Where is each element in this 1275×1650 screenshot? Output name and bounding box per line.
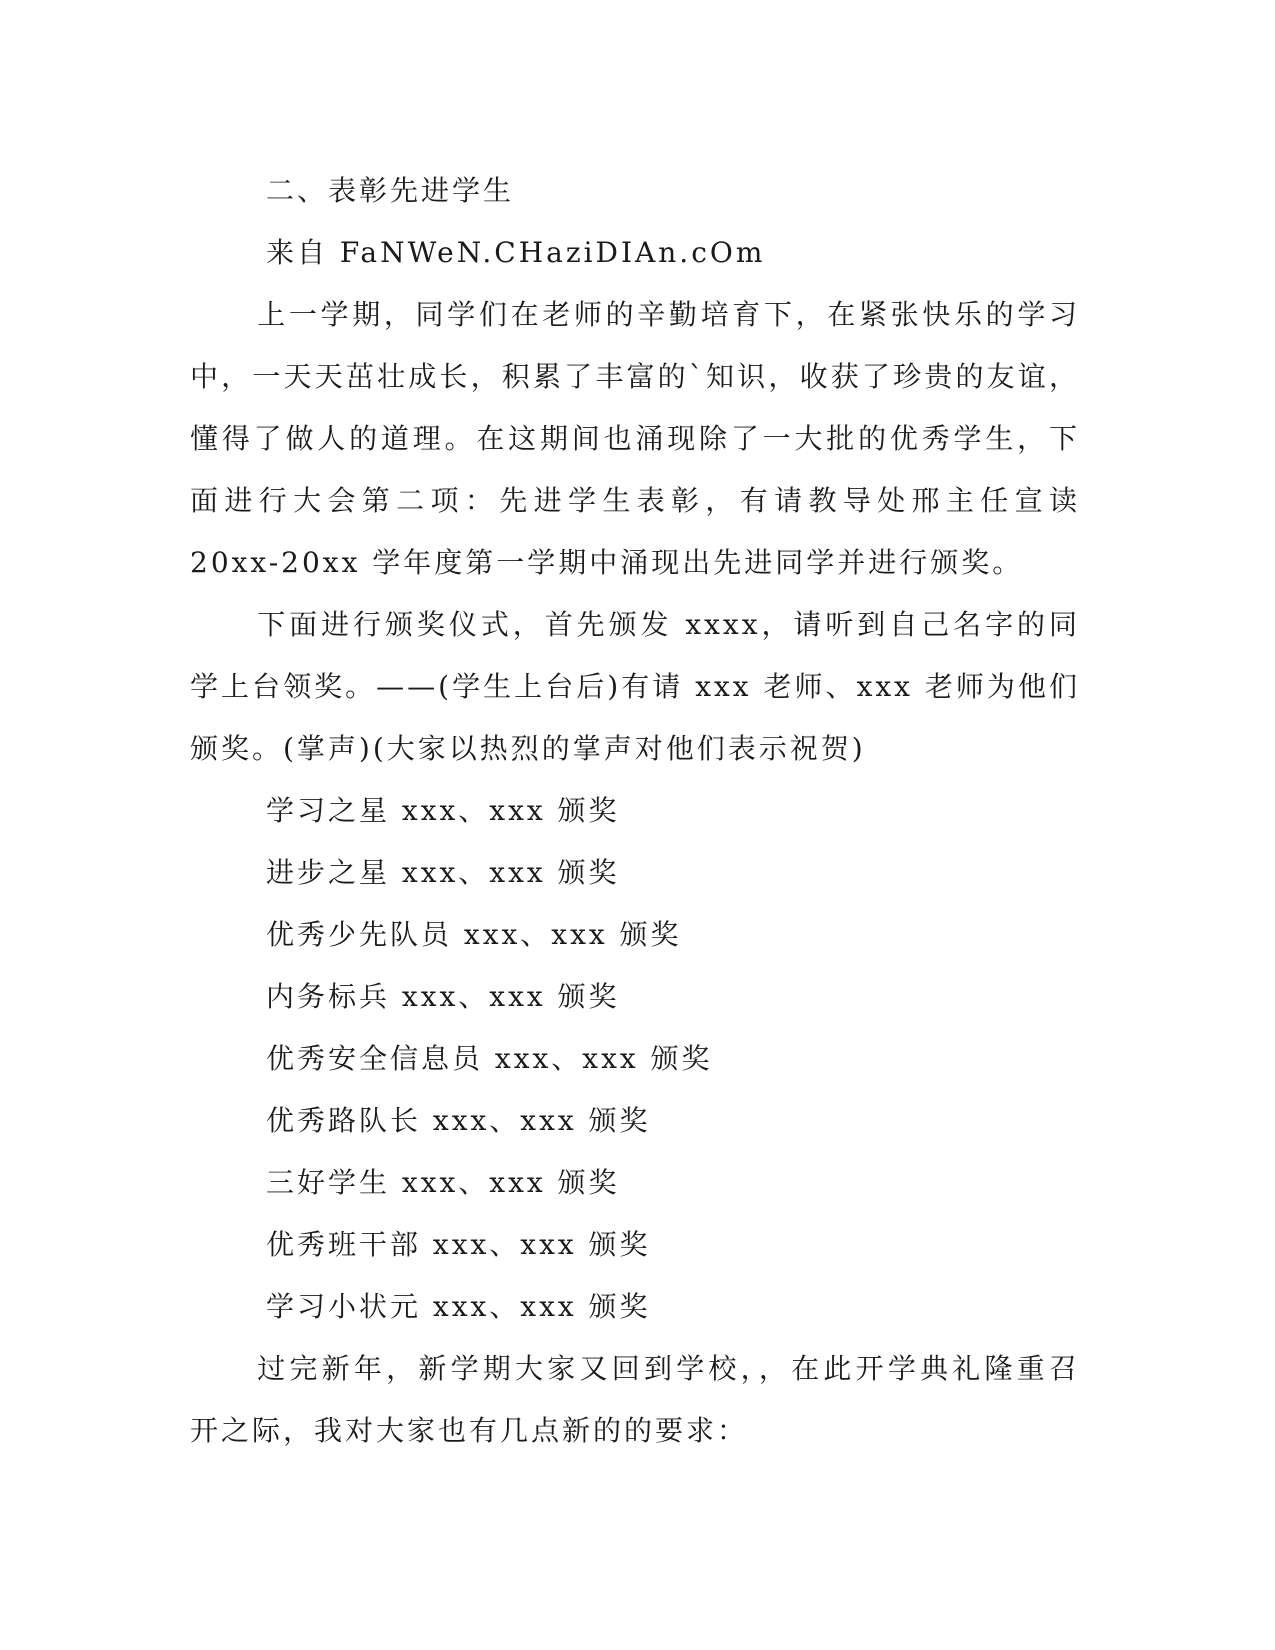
award-line: 内务标兵 xxx、xxx 颁奖 [266, 980, 620, 1013]
award-line: 优秀班干部 xxx、xxx 颁奖 [266, 1228, 651, 1261]
document-body [190, 160, 1080, 1462]
award-line: 优秀少先队员 xxx、xxx 颁奖 [266, 918, 682, 951]
source-line: 来自 FaNWeN.CHaziDIAn.cOm [266, 236, 766, 269]
award-line: 进步之星 xxx、xxx 颁奖 [266, 856, 620, 889]
paragraph-requirements: 过完新年，新学期大家又回到学校，，在此开学典礼隆重召开之际，我对大家也有几点新的的要求： [190, 1352, 1080, 1447]
award-line: 优秀路队长 xxx、xxx 颁奖 [266, 1104, 651, 1137]
award-line: 学习之星 xxx、xxx 颁奖 [266, 794, 620, 827]
award-line: 优秀安全信息员 xxx、xxx 颁奖 [266, 1042, 713, 1075]
section-heading: 二、表彰先进学生 [266, 174, 515, 207]
award-line: 学习小状元 xxx、xxx 颁奖 [266, 1290, 651, 1323]
paragraph-ceremony: 下面进行颁奖仪式，首先颁发 xxxx，请听到自己名字的同学上台领奖。——(学生上台后)有请 xxx 老师、xxx 老师为他们颁奖。(掌声)(大家以热烈的掌声对他们表示祝贺) [190, 608, 1080, 765]
paragraph-intro: 上一学期，同学们在老师的辛勤培育下，在紧张快乐的学习中，一天天茁壮成长，积累了丰富的`知识，收获了珍贵的友谊，懂得了做人的道理。在这期间也涌现除了一大批的优秀学生，下面进行大会第二项：先进学生表彰，有请教导处邢主任宣读 20xx-20xx 学年度第一学期中涌现出先进同学并进行颁奖。 [190, 298, 1080, 579]
award-line: 三好学生 xxx、xxx 颁奖 [266, 1166, 620, 1199]
